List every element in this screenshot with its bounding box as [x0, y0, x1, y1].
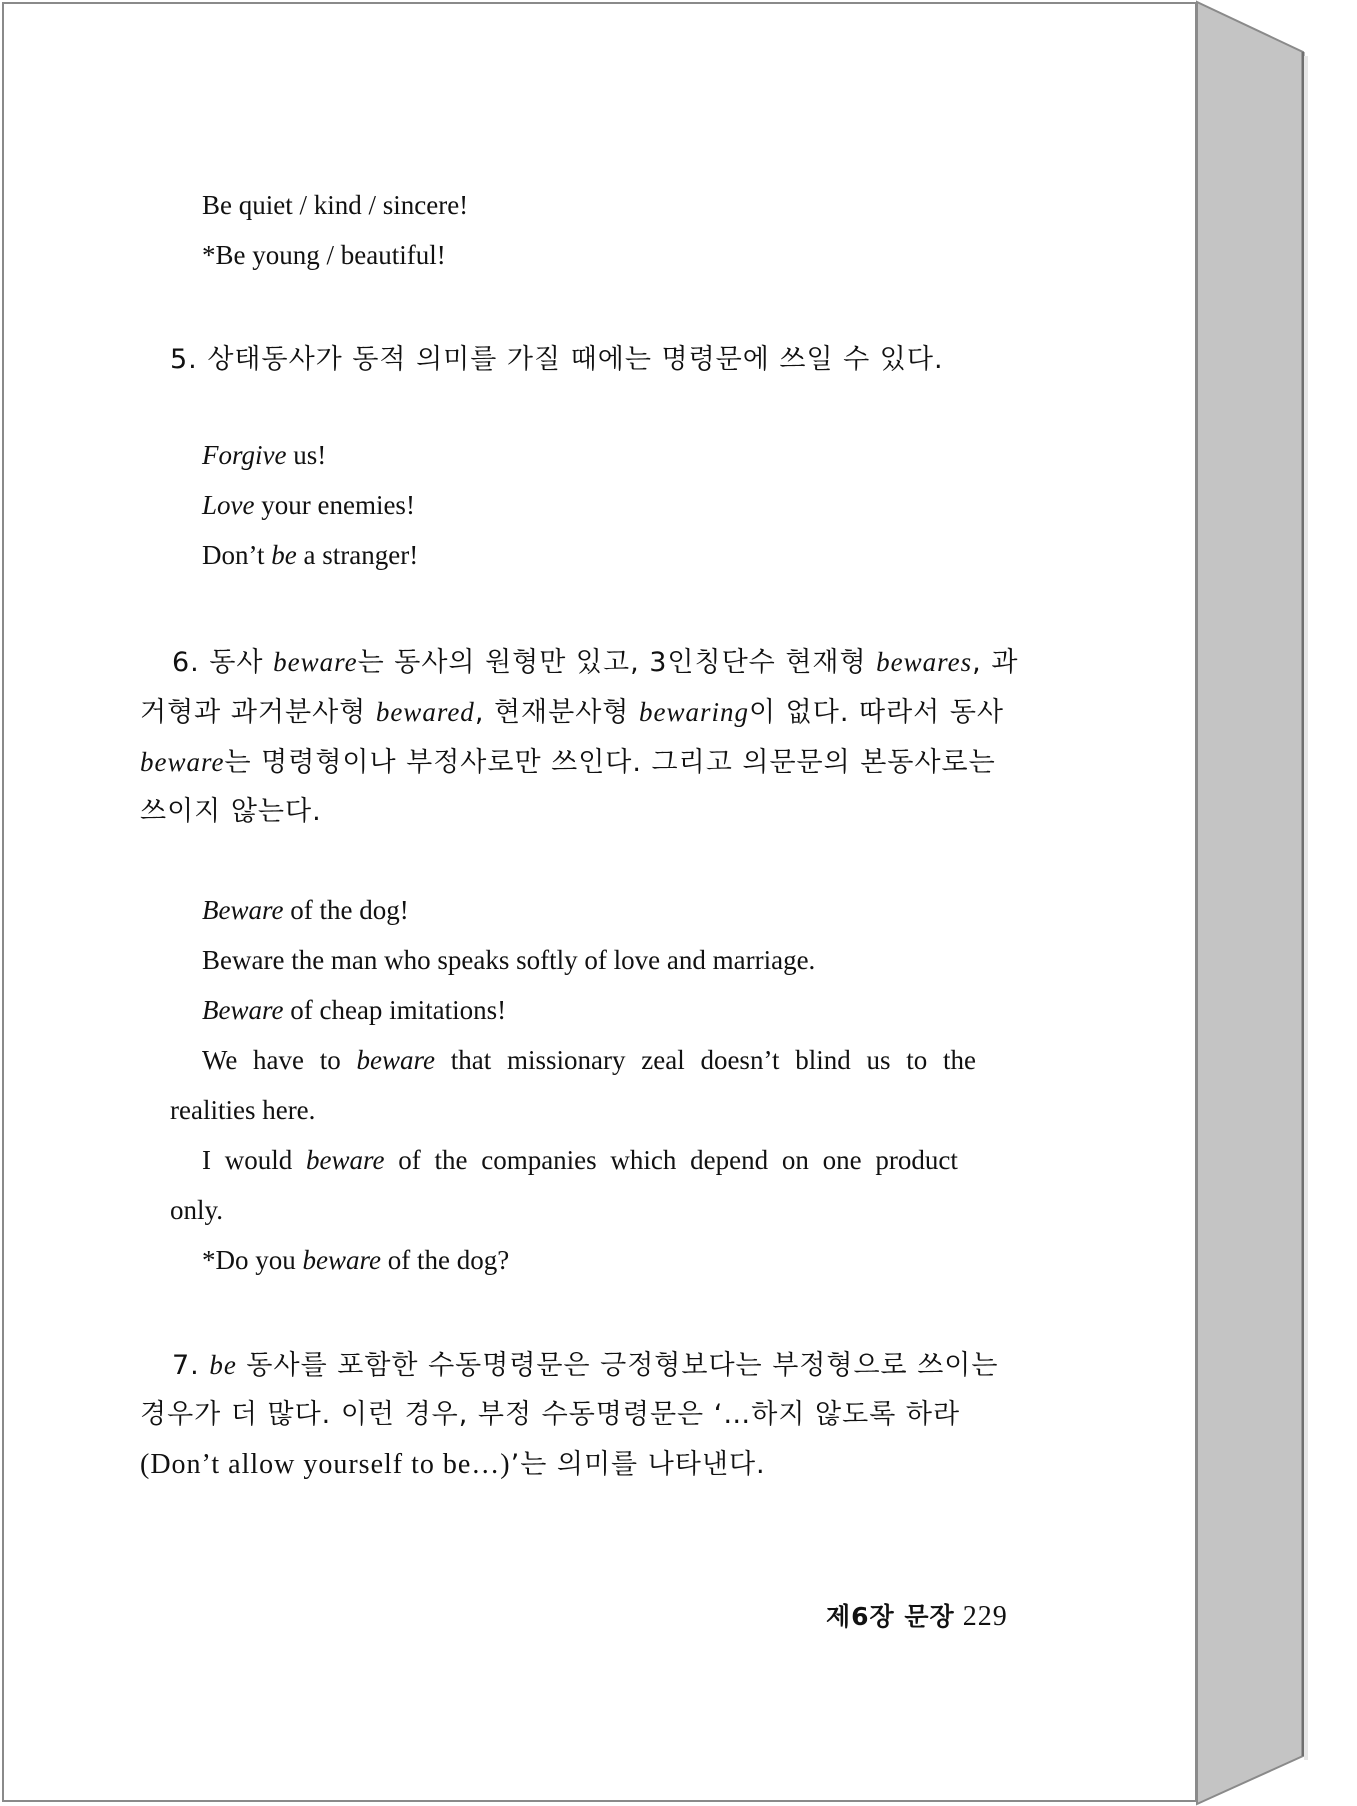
example-verb: beware — [302, 1245, 381, 1275]
example-forgive — [202, 430, 326, 480]
page-number: 229 — [962, 1601, 1008, 1632]
example-rest: that missionary zeal doesn’t blind us to the — [435, 1045, 976, 1075]
example-we-have-to-cont: realities here. — [170, 1095, 316, 1125]
example-dont-be — [202, 530, 418, 580]
section6-line-1 — [140, 637, 1033, 687]
text-segment: 는 명령형이나 부정사로만 쓰인다. 그리고 의문문의 본동사로는 — [224, 747, 996, 778]
section6-line-4: 쓰이지 않는다. — [140, 796, 322, 827]
example-beware-imitations — [202, 985, 506, 1035]
text-segment: , 현재분사형 — [474, 697, 639, 728]
text-segment: , 과 — [972, 647, 1019, 678]
italic-term: beware — [273, 647, 358, 677]
example-rest: us! — [286, 440, 327, 470]
text-segment: 이 없다. 따라서 동사 — [749, 697, 1004, 728]
text-segment: 7. — [172, 1350, 210, 1381]
section6-paragraph — [140, 637, 1033, 837]
section7-line-1 — [140, 1340, 1033, 1390]
example-rest: your enemies! — [254, 490, 415, 520]
text-segment: 거형과 과거분사형 — [140, 697, 376, 728]
text-segment: 는 동사의 원형만 있고, 3인칭단수 현재형 — [357, 647, 877, 678]
section6-line-2 — [140, 687, 1033, 737]
text-segment: 동사를 포함한 수동명령문은 긍정형보다는 부정형으로 쓰이는 — [236, 1350, 999, 1381]
section7-line-2: 경우가 더 많다. 이런 경우, 부정 수동명령문은 ‘…하지 않도록 하라 — [140, 1399, 961, 1430]
example-verb: be — [271, 540, 297, 570]
italic-term: beware — [140, 747, 225, 777]
text-segment: (Don’t allow yourself to be…) — [140, 1449, 511, 1480]
example-verb: Beware — [202, 995, 284, 1025]
page-footer — [826, 1597, 1008, 1633]
example-verb: beware — [356, 1045, 436, 1075]
chapter-label: 제6장 문장 — [826, 1602, 955, 1631]
book-page — [2, 2, 1197, 1802]
italic-term: bewared — [375, 697, 475, 727]
example-verb: beware — [306, 1145, 385, 1175]
example-rest: of the companies which depend on one product — [384, 1145, 958, 1175]
example-i-would — [202, 1135, 958, 1185]
example-pre: I would — [202, 1145, 306, 1175]
italic-term: be — [209, 1350, 237, 1380]
example-beware-man: Beware the man who speaks softly of love and marriage. — [202, 945, 816, 975]
example-be-quiet: Be quiet / kind / sincere! — [202, 190, 469, 220]
example-do-you-beware — [202, 1235, 509, 1285]
example-we-have-to — [202, 1035, 976, 1085]
section7-paragraph — [140, 1340, 1033, 1490]
text-segment: ’는 의미를 나타낸다. — [510, 1449, 766, 1480]
example-rest: of cheap imitations! — [283, 995, 507, 1025]
section7-line-3 — [140, 1440, 1033, 1490]
example-love — [202, 480, 415, 530]
example-rest: of the dog! — [283, 895, 409, 925]
example-pre: *Do you — [202, 1245, 303, 1275]
example-pre: We have to — [202, 1045, 357, 1075]
text-segment: 6. 동사 — [172, 647, 274, 678]
example-beware-dog — [202, 885, 409, 935]
italic-term: bewares — [876, 647, 973, 677]
example-verb: Beware — [202, 895, 284, 925]
example-i-would-cont: only. — [170, 1195, 223, 1225]
example-verb: Love — [202, 490, 255, 520]
example-rest: a stranger! — [296, 540, 419, 570]
example-rest: of the dog? — [380, 1245, 510, 1275]
section5-heading: 5. 상태동사가 동적 의미를 가질 때에는 명령문에 쓰일 수 있다. — [170, 344, 944, 375]
example-pre: Don’t — [202, 540, 272, 570]
italic-term: bewaring — [638, 697, 749, 727]
example-verb: Forgive — [202, 440, 287, 470]
example-be-young: *Be young / beautiful! — [202, 240, 446, 270]
section6-line-3 — [140, 737, 1033, 787]
